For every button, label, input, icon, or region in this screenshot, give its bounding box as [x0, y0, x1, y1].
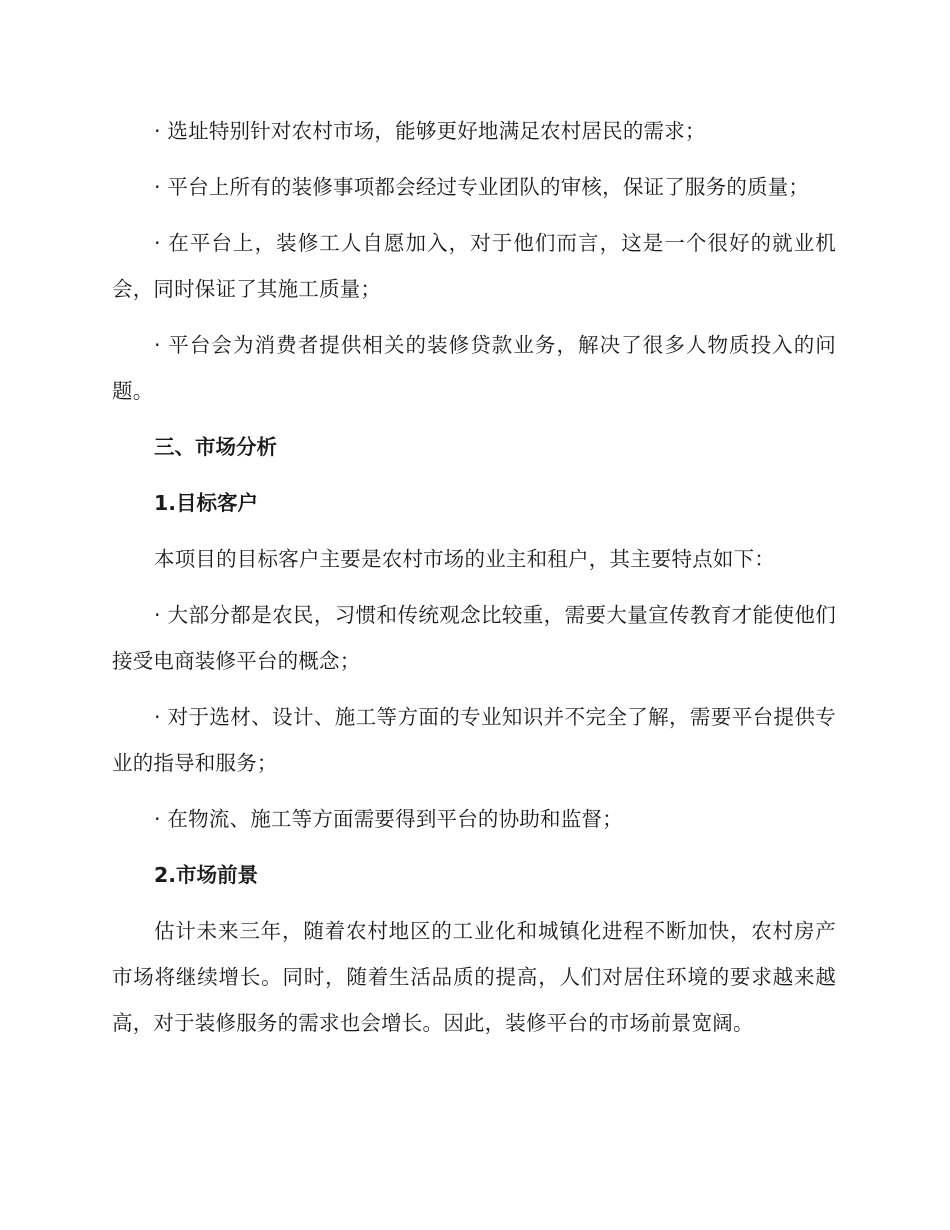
section-heading: 三、市场分析	[154, 435, 277, 459]
bullet-item: · 对于选材、设计、施工等方面的专业知识并不完全了解，需要平台提供专业的指导和服务；	[112, 705, 836, 775]
bullet-item: · 平台上所有的装修事项都会经过专业团队的审核，保证了服务的质量；	[154, 175, 810, 199]
subsection-heading: 2.市场前景	[154, 863, 259, 887]
bullet-item: · 选址特别针对农村市场，能够更好地满足农村居民的需求；	[154, 119, 706, 143]
document-body	[112, 108, 836, 1046]
body-paragraph: 本项目的目标客户主要是农村市场的业主和租户，其主要特点如下：	[154, 547, 775, 571]
body-paragraph: 估计未来三年，随着农村地区的工业化和城镇化进程不断加快，农村房产市场将继续增长。同时，随着生活品质的提高，人们对居住环境的要求越来越高，对于装修服务的需求也会增长。因此，装修平台的市场前景宽阔。	[112, 919, 836, 1035]
subsection-heading: 1.目标客户	[154, 491, 259, 515]
bullet-item: · 在物流、施工等方面需要得到平台的协助和监督；	[154, 807, 623, 831]
bullet-item: · 大部分都是农民，习惯和传统观念比较重，需要大量宣传教育才能使他们接受电商装修平台的概念；	[112, 603, 836, 673]
bullet-item: · 平台会为消费者提供相关的装修贷款业务，解决了很多人物质投入的问题。	[112, 333, 836, 403]
bullet-item: · 在平台上，装修工人自愿加入，对于他们而言，这是一个很好的就业机会，同时保证了其施工质量；	[112, 231, 836, 301]
